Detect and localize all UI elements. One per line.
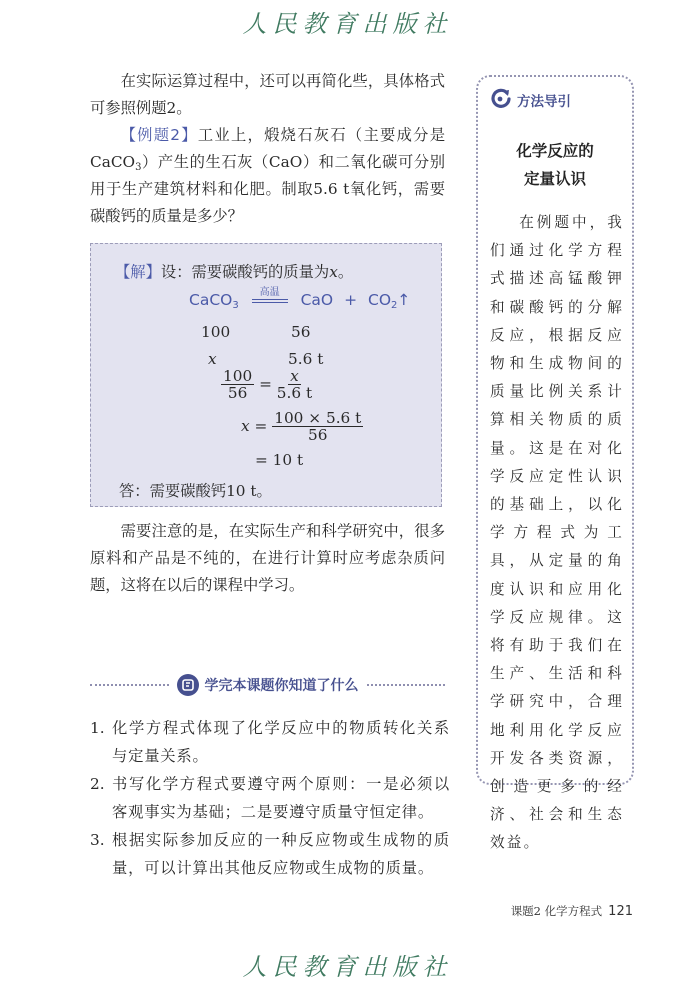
sidebar-header [490,87,571,113]
dotted-divider-right [367,684,446,686]
list-item [90,826,450,882]
ratio-100: 100 [201,323,231,341]
sidebar-label: 方法导引 [517,94,571,110]
frac-num: 100 × 5.6 t [274,409,362,427]
equals: = [259,375,272,393]
solution-tag: 【解】 [115,263,161,281]
example-text-b: ）产生的生石灰（CaO）和二氧化碳可分别用于生产建筑材料和化肥。制取5.6 t氧化钙，需要碳酸钙的质量是多少？ [90,153,445,225]
summary-title: 学完本课题你知道了什么 [204,678,359,694]
frac-num: x [290,367,299,385]
fraction-right [277,368,312,402]
reactant: CaCO [189,291,233,309]
sidebar-title [478,137,632,193]
frac-den: 56 [308,426,328,444]
product-cao: CaO [300,291,334,309]
solve-var: x [241,417,250,435]
item-text: 根据实际参加反应的一种反应物或生成物的质量，可以计算出其他反应物或生成物的质量。 [112,831,450,877]
solve-equation [241,410,363,444]
frac-num: 100 [223,367,253,385]
item-text: 书写化学方程式要遵守两个原则：一是必须以客观事实为基础；二是要遵守质量守恒定律。 [112,775,450,821]
summary-list [90,714,450,882]
frac-den: 5.6 t [276,384,313,402]
ratio-56: 56 [291,323,311,341]
method-guide-sidebar [476,75,634,852]
product-co2: CO [368,291,392,309]
refresh-arrow-icon [490,87,512,113]
proportion-equation [221,368,312,402]
intro-paragraph: 在实际运算过程中，还可以再简化些，具体格式可参照例题2。 [90,72,445,117]
example-paragraph [90,122,445,230]
fraction-solve [272,410,363,444]
sidebar-title-line2: 定量认识 [523,169,586,188]
ratio-5-6t: 5.6 t [288,350,324,368]
setup-var: x [329,263,338,281]
list-item [90,770,450,826]
plus-sign: + [344,291,358,309]
sidebar-body: 在例题中，我们通过化学方程式描述高锰酸钾和碳酸钙的分解反应，根据反应物和生成物间的质量比例关系计算相关物质的质量。这是在对化学反应定性认识的基础上，以化学方程式为工具，从定量的角度认识和应用化学反应规律。这将有助于我们在生产、生活和科学研究中，合理地利用化学反应开发各类资源，创造更多的经济、社会和生态效益。 [490,214,624,852]
sidebar-title-line1: 化学反应的 [516,141,594,160]
chemical-equation [189,286,411,311]
frac-den: 56 [227,384,248,402]
item-number: 3. [90,831,105,849]
main-text [90,68,445,230]
note-section [90,518,445,599]
list-item [90,714,450,770]
page-number: 121 [608,904,633,919]
dotted-divider-left [90,684,169,686]
publisher-logo-top: 人民教育出版社 [242,10,453,38]
condition-label: 高温 [259,286,280,298]
reactant-sub: 3 [232,300,239,311]
item-number: 1. [90,719,105,737]
item-number: 2. [90,775,105,793]
reaction-condition [252,286,288,303]
solution-setup [115,260,353,282]
equals-bars [252,299,288,303]
result-line: = 10 t [255,451,304,469]
item-text: 化学方程式体现了化学反应中的物质转化关系与定量关系。 [112,719,450,765]
page-footer [511,903,633,919]
answer-line: 答：需要碳酸钙10 t。 [119,482,272,500]
fraction-left [221,368,254,402]
summary-heading [90,672,445,698]
equals: = [254,417,268,435]
example-tag: 【例题2】 [120,126,198,144]
setup-text: 设：需要碳酸钙的质量为 [160,263,330,281]
ratio-x: x [208,350,217,368]
product-co2-sub: 2 [391,300,398,311]
setup-end: 。 [337,263,354,281]
example-text-a: 工业上，煅烧石灰石（主要成分是CaCO [90,126,445,171]
publisher-logo-bottom: 人民教育出版社 [242,953,453,981]
footer-section: 课题2 化学方程式 [510,904,603,918]
book-icon [177,674,199,696]
solution-box [90,243,442,507]
gas-arrow-icon: ↑ [397,291,411,309]
example-sub: 3 [135,162,142,173]
note-paragraph: 需要注意的是，在实际生产和科学研究中，很多原料和产品是不纯的，在进行计算时应考虑杂质问题，这将在以后的课程中学习。 [90,522,445,594]
